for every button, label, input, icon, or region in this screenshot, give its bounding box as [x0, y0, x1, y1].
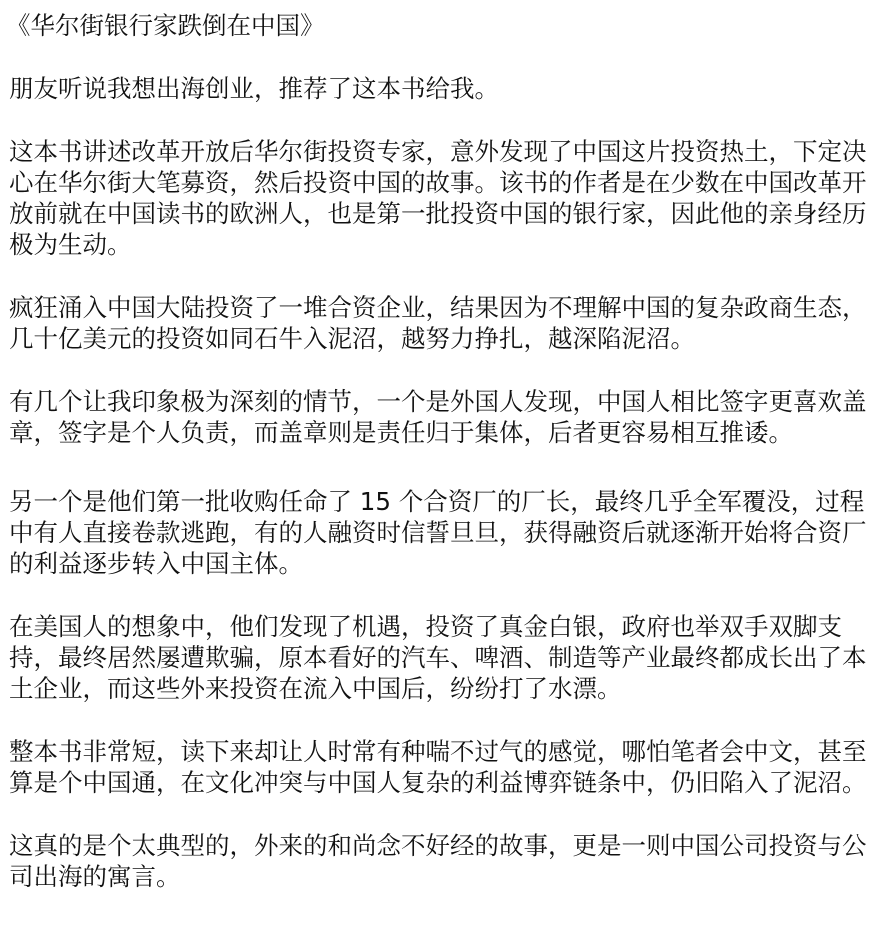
- paragraph-conclusion: 这真的是个太典型的，外来的和尚念不好经的故事，更是一则中国公司投资与公司出海的寓言。: [9, 831, 867, 891]
- paragraph-seal-vs-signature: 有几个让我印象极为深刻的情节，一个是外国人发现，中国人相比签字更喜欢盖章，签字是个人负责，而盖章则是责任归于集体，后者更容易相互推诿。: [9, 387, 867, 447]
- paragraph-intro: 朋友听说我想出海创业，推荐了这本书给我。: [9, 74, 499, 103]
- paragraph-reading-feeling: 整本书非常短，读下来却让人时常有种喘不过气的感觉，哪怕笔者会中文，甚至算是个中国通，在文化冲突与中国人复杂的利益博弈链条中，仍旧陷入了泥沼。: [9, 737, 867, 797]
- paragraph-investment: 疯狂涌入中国大陆投资了一堆合资企业，结果因为不理解中国的复杂政商生态，几十亿美元的投资如同石牛入泥沼，越努力挣扎，越深陷泥沼。: [9, 293, 867, 353]
- book-title: 《华尔街银行家跌倒在中国》: [6, 11, 325, 40]
- paragraph-american-view: 在美国人的想象中，他们发现了机遇，投资了真金白银，政府也举双手双脚支持，最终居然屡遭欺骗，原本看好的汽车、啤酒、制造等产业最终都成长出了本土企业，而这些外来投资在流入中国后，纷纷打了水漂。: [9, 612, 867, 703]
- article: [6, 10, 875, 892]
- paragraph-factory-managers: 另一个是他们第一批收购任命了 15 个合资厂的厂长，最终几乎全军覆没，过程中有人直接卷款逃跑，有的人融资时信誓旦旦，获得融资后就逐渐开始将合资厂的利益逐步转入中国主体。: [9, 487, 867, 578]
- paragraph-book-summary: 这本书讲述改革开放后华尔街投资专家，意外发现了中国这片投资热土，下定决心在华尔街大笔募资，然后投资中国的故事。该书的作者是在少数在中国改革开放前就在中国读书的欧洲人，也是第一批投资中国的银行家，因此他的亲身经历极为生动。: [9, 137, 867, 259]
